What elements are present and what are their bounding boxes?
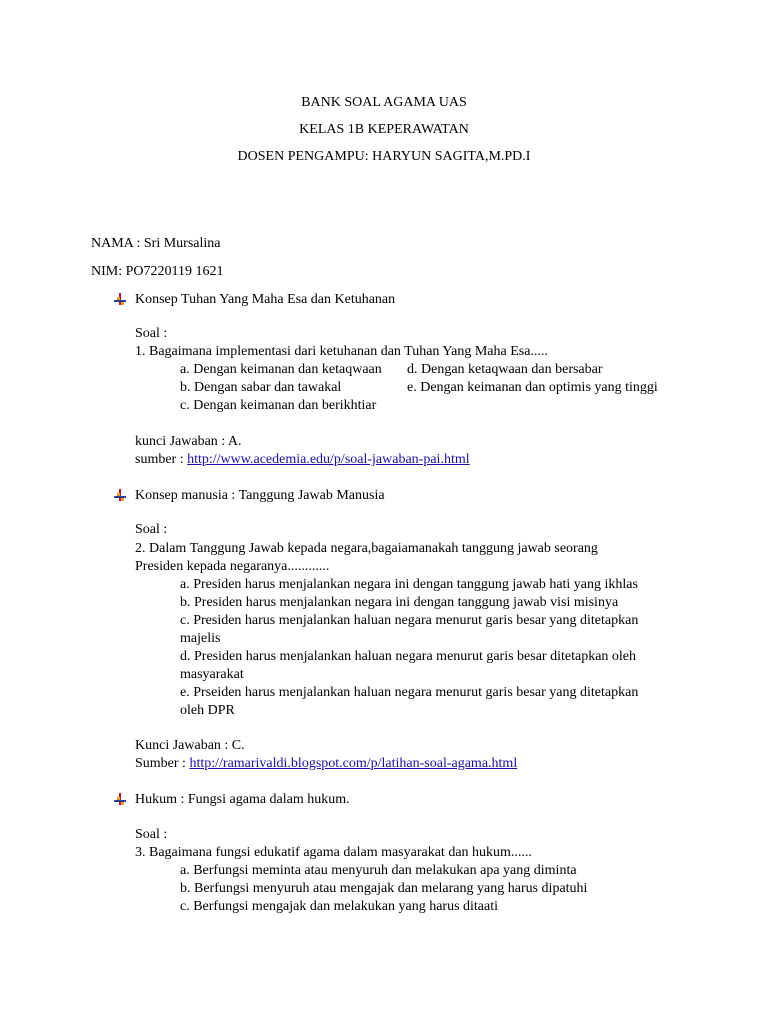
cross-bullet-icon bbox=[114, 293, 126, 305]
sumber-label: Sumber : bbox=[135, 756, 190, 771]
section-2-option-c-cont: majelis bbox=[180, 631, 221, 646]
section-2-option-a: a. Presiden harus menjalankan negara ini dengan tanggung jawab hati yang ikhlas bbox=[180, 577, 638, 592]
doc-lecturer: DOSEN PENGAMPU: HARYUN SAGITA,M.PD.I bbox=[237, 149, 531, 164]
section-1-question: 1. Bagaimana implementasi dari ketuhanan dan Tuhan Yang Maha Esa..... bbox=[135, 344, 548, 359]
student-name: NAMA : Sri Mursalina bbox=[91, 236, 221, 251]
section-2-option-d: d. Presiden harus menjalankan haluan negara menurut garis besar ditetapkan oleh bbox=[180, 649, 637, 664]
section-2-question-line-1: 2. Dalam Tanggung Jawab kepada negara,bagaiamanakah tanggung jawab seorang bbox=[135, 541, 598, 556]
section-2-kunci: Kunci Jawaban : C. bbox=[135, 738, 245, 753]
section-2-option-e-cont: oleh DPR bbox=[180, 703, 235, 718]
section-1-topic: Konsep Tuhan Yang Maha Esa dan Ketuhanan bbox=[135, 292, 396, 307]
section-2-soal-label: Soal : bbox=[135, 522, 168, 537]
cross-bullet-icon bbox=[114, 489, 126, 501]
section-3-option-c: c. Berfungsi mengajak dan melakukan yang harus ditaati bbox=[180, 899, 499, 914]
section-1-soal-label: Soal : bbox=[135, 326, 168, 341]
doc-title: BANK SOAL AGAMA UAS bbox=[301, 95, 467, 110]
section-3-option-a: a. Berfungsi meminta atau menyuruh dan melakukan apa yang diminta bbox=[180, 863, 577, 878]
section-3-topic: Hukum : Fungsi agama dalam hukum. bbox=[135, 792, 350, 807]
section-1-sumber bbox=[135, 451, 470, 469]
section-2-option-c: c. Presiden harus menjalankan haluan negara menurut garis besar yang ditetapkan bbox=[180, 613, 639, 628]
section-1-option-d: d. Dengan ketaqwaan dan bersabar bbox=[407, 362, 603, 377]
section-1-option-e: e. Dengan keimanan dan optimis yang tinggi bbox=[407, 380, 658, 395]
section-1-kunci: kunci Jawaban : A. bbox=[135, 434, 242, 449]
cross-bullet-icon bbox=[114, 793, 126, 805]
section-2-option-e: e. Prseiden harus menjalankan haluan negara menurut garis besar yang ditetapkan bbox=[180, 685, 639, 700]
section-1-option-c: c. Dengan keimanan dan berikhtiar bbox=[180, 398, 377, 413]
student-nim: NIM: PO7220119 1621 bbox=[91, 264, 224, 279]
doc-class: KELAS 1B KEPERAWATAN bbox=[299, 122, 469, 137]
section-2-question-line-2: Presiden kepada negaranya............ bbox=[135, 559, 330, 574]
section-1-option-b: b. Dengan sabar dan tawakal bbox=[180, 380, 342, 395]
section-3-option-b: b. Berfungsi menyuruh atau mengajak dan melarang yang harus dipatuhi bbox=[180, 881, 588, 896]
section-2-option-d-cont: masyarakat bbox=[180, 667, 244, 682]
sumber-link[interactable]: http://www.acedemia.edu/p/soal-jawaban-pai.html bbox=[187, 452, 470, 467]
sumber-label: sumber : bbox=[135, 452, 188, 467]
section-2-topic: Konsep manusia : Tanggung Jawab Manusia bbox=[135, 488, 385, 503]
section-1-option-a: a. Dengan keimanan dan ketaqwaan bbox=[180, 362, 382, 377]
section-3-soal-label: Soal : bbox=[135, 827, 168, 842]
section-3-question: 3. Bagaimana fungsi edukatif agama dalam masyarakat dan hukum...... bbox=[135, 845, 532, 860]
section-2-sumber bbox=[135, 755, 517, 773]
section-2-option-b: b. Presiden harus menjalankan negara ini dengan tanggung jawab visi misinya bbox=[180, 595, 619, 610]
sumber-link[interactable]: http://ramarivaldi.blogspot.com/p/latihan-soal-agama.html bbox=[189, 756, 518, 771]
